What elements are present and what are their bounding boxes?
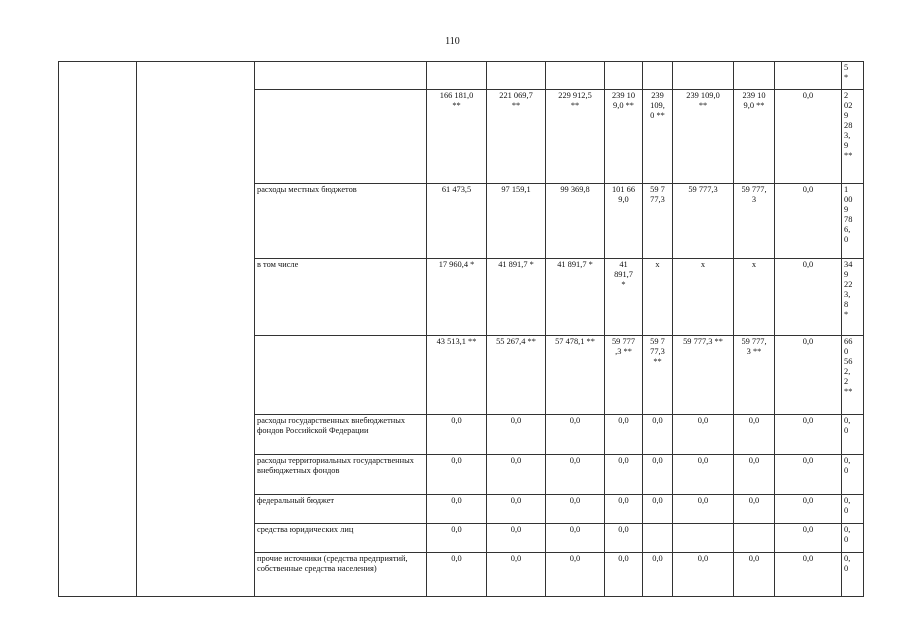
total-cell: 1 00 9 78 6, 0 bbox=[842, 184, 864, 259]
value-cell: 43 513,1 ** bbox=[427, 336, 487, 415]
program-cell bbox=[59, 62, 137, 597]
value-cell: 239 10 9,0 ** bbox=[605, 90, 643, 184]
page-number: 110 bbox=[445, 36, 460, 47]
value-cell: 0,0 bbox=[487, 495, 546, 524]
value-cell: 0,0 bbox=[673, 415, 734, 455]
value-cell bbox=[643, 524, 673, 553]
value-cell: 59 7 77,3 bbox=[643, 184, 673, 259]
value-cell: 59 777,3 bbox=[673, 184, 734, 259]
value-cell bbox=[734, 62, 775, 90]
source-label: в том числе bbox=[255, 259, 427, 336]
value-cell: 55 267,4 ** bbox=[487, 336, 546, 415]
value-cell: 0,0 bbox=[546, 455, 605, 495]
value-cell: 0,0 bbox=[775, 524, 842, 553]
value-cell: 0,0 bbox=[546, 415, 605, 455]
value-cell: 0,0 bbox=[734, 415, 775, 455]
total-cell: 0, 0 bbox=[842, 415, 864, 455]
value-cell: 41 891,7 * bbox=[605, 259, 643, 336]
value-cell: 0,0 bbox=[775, 90, 842, 184]
value-cell: 0,0 bbox=[546, 553, 605, 597]
source-label: федеральный бюджет bbox=[255, 495, 427, 524]
value-cell: 0,0 bbox=[605, 524, 643, 553]
value-cell: 0,0 bbox=[427, 553, 487, 597]
value-cell: 0,0 bbox=[775, 259, 842, 336]
value-cell: 0,0 bbox=[546, 524, 605, 553]
value-cell: 97 159,1 bbox=[487, 184, 546, 259]
total-cell: 66 0 56 2, 2 ** bbox=[842, 336, 864, 415]
value-cell: 229 912,5 ** bbox=[546, 90, 605, 184]
value-cell: 0,0 bbox=[775, 336, 842, 415]
value-cell: x bbox=[734, 259, 775, 336]
source-label bbox=[255, 336, 427, 415]
value-cell bbox=[605, 62, 643, 90]
value-cell: 41 891,7 * bbox=[487, 259, 546, 336]
value-cell: 0,0 bbox=[775, 553, 842, 597]
value-cell: 0,0 bbox=[734, 553, 775, 597]
source-label: прочие источники (средства предприятий, собственные средства населения) bbox=[255, 553, 427, 597]
value-cell: 239 109, 0 ** bbox=[643, 90, 673, 184]
value-cell: 59 777,3 ** bbox=[673, 336, 734, 415]
value-cell: 0,0 bbox=[427, 524, 487, 553]
value-cell bbox=[427, 62, 487, 90]
total-cell: 0, 0 bbox=[842, 455, 864, 495]
total-cell: 0, 0 bbox=[842, 553, 864, 597]
value-cell: 59 777 ,3 ** bbox=[605, 336, 643, 415]
value-cell: 101 66 9,0 bbox=[605, 184, 643, 259]
value-cell: 59 777, 3 bbox=[734, 184, 775, 259]
source-label bbox=[255, 62, 427, 90]
value-cell: 0,0 bbox=[775, 455, 842, 495]
value-cell: 0,0 bbox=[427, 495, 487, 524]
value-cell: 59 777, 3 ** bbox=[734, 336, 775, 415]
value-cell: 239 109,0 ** bbox=[673, 90, 734, 184]
value-cell: 61 473,5 bbox=[427, 184, 487, 259]
source-label bbox=[255, 90, 427, 184]
value-cell: 0,0 bbox=[605, 455, 643, 495]
source-label: расходы местных бюджетов bbox=[255, 184, 427, 259]
source-label: расходы государственных внебюджетных фондов Российской Федерации bbox=[255, 415, 427, 455]
total-cell: 34 9 22 3, 8 * bbox=[842, 259, 864, 336]
value-cell: 0,0 bbox=[487, 524, 546, 553]
value-cell: 0,0 bbox=[605, 553, 643, 597]
value-cell: x bbox=[673, 259, 734, 336]
total-cell: 0, 0 bbox=[842, 495, 864, 524]
total-cell: 0, 0 bbox=[842, 524, 864, 553]
value-cell: x bbox=[643, 259, 673, 336]
total-cell: 2 02 9 28 3, 9 ** bbox=[842, 90, 864, 184]
value-cell bbox=[643, 62, 673, 90]
value-cell: 0,0 bbox=[775, 415, 842, 455]
source-label: средства юридических лиц bbox=[255, 524, 427, 553]
value-cell: 0,0 bbox=[487, 455, 546, 495]
value-cell bbox=[734, 524, 775, 553]
value-cell bbox=[487, 62, 546, 90]
value-cell bbox=[775, 62, 842, 90]
value-cell: 0,0 bbox=[427, 415, 487, 455]
value-cell: 0,0 bbox=[643, 455, 673, 495]
value-cell: 59 7 77,3 ** bbox=[643, 336, 673, 415]
value-cell: 0,0 bbox=[775, 495, 842, 524]
value-cell: 0,0 bbox=[427, 455, 487, 495]
value-cell bbox=[673, 524, 734, 553]
value-cell bbox=[546, 62, 605, 90]
table-row bbox=[59, 62, 864, 90]
value-cell: 57 478,1 ** bbox=[546, 336, 605, 415]
budget-table bbox=[58, 61, 864, 597]
value-cell: 0,0 bbox=[673, 455, 734, 495]
value-cell: 0,0 bbox=[546, 495, 605, 524]
value-cell: 0,0 bbox=[775, 184, 842, 259]
value-cell: 17 960,4 * bbox=[427, 259, 487, 336]
value-cell: 0,0 bbox=[487, 553, 546, 597]
value-cell bbox=[673, 62, 734, 90]
source-label: расходы территориальных государственных внебюджетных фондов bbox=[255, 455, 427, 495]
total-cell: 5 * bbox=[842, 62, 864, 90]
value-cell: 0,0 bbox=[734, 455, 775, 495]
value-cell: 0,0 bbox=[605, 415, 643, 455]
value-cell: 0,0 bbox=[643, 553, 673, 597]
value-cell: 221 069,7 ** bbox=[487, 90, 546, 184]
value-cell: 0,0 bbox=[487, 415, 546, 455]
value-cell: 0,0 bbox=[605, 495, 643, 524]
responsible-cell bbox=[137, 62, 255, 597]
value-cell: 0,0 bbox=[643, 415, 673, 455]
value-cell: 0,0 bbox=[673, 495, 734, 524]
value-cell: 99 369,8 bbox=[546, 184, 605, 259]
value-cell: 0,0 bbox=[673, 553, 734, 597]
value-cell: 239 10 9,0 ** bbox=[734, 90, 775, 184]
value-cell: 0,0 bbox=[643, 495, 673, 524]
value-cell: 166 181,0 ** bbox=[427, 90, 487, 184]
value-cell: 0,0 bbox=[734, 495, 775, 524]
value-cell: 41 891,7 * bbox=[546, 259, 605, 336]
